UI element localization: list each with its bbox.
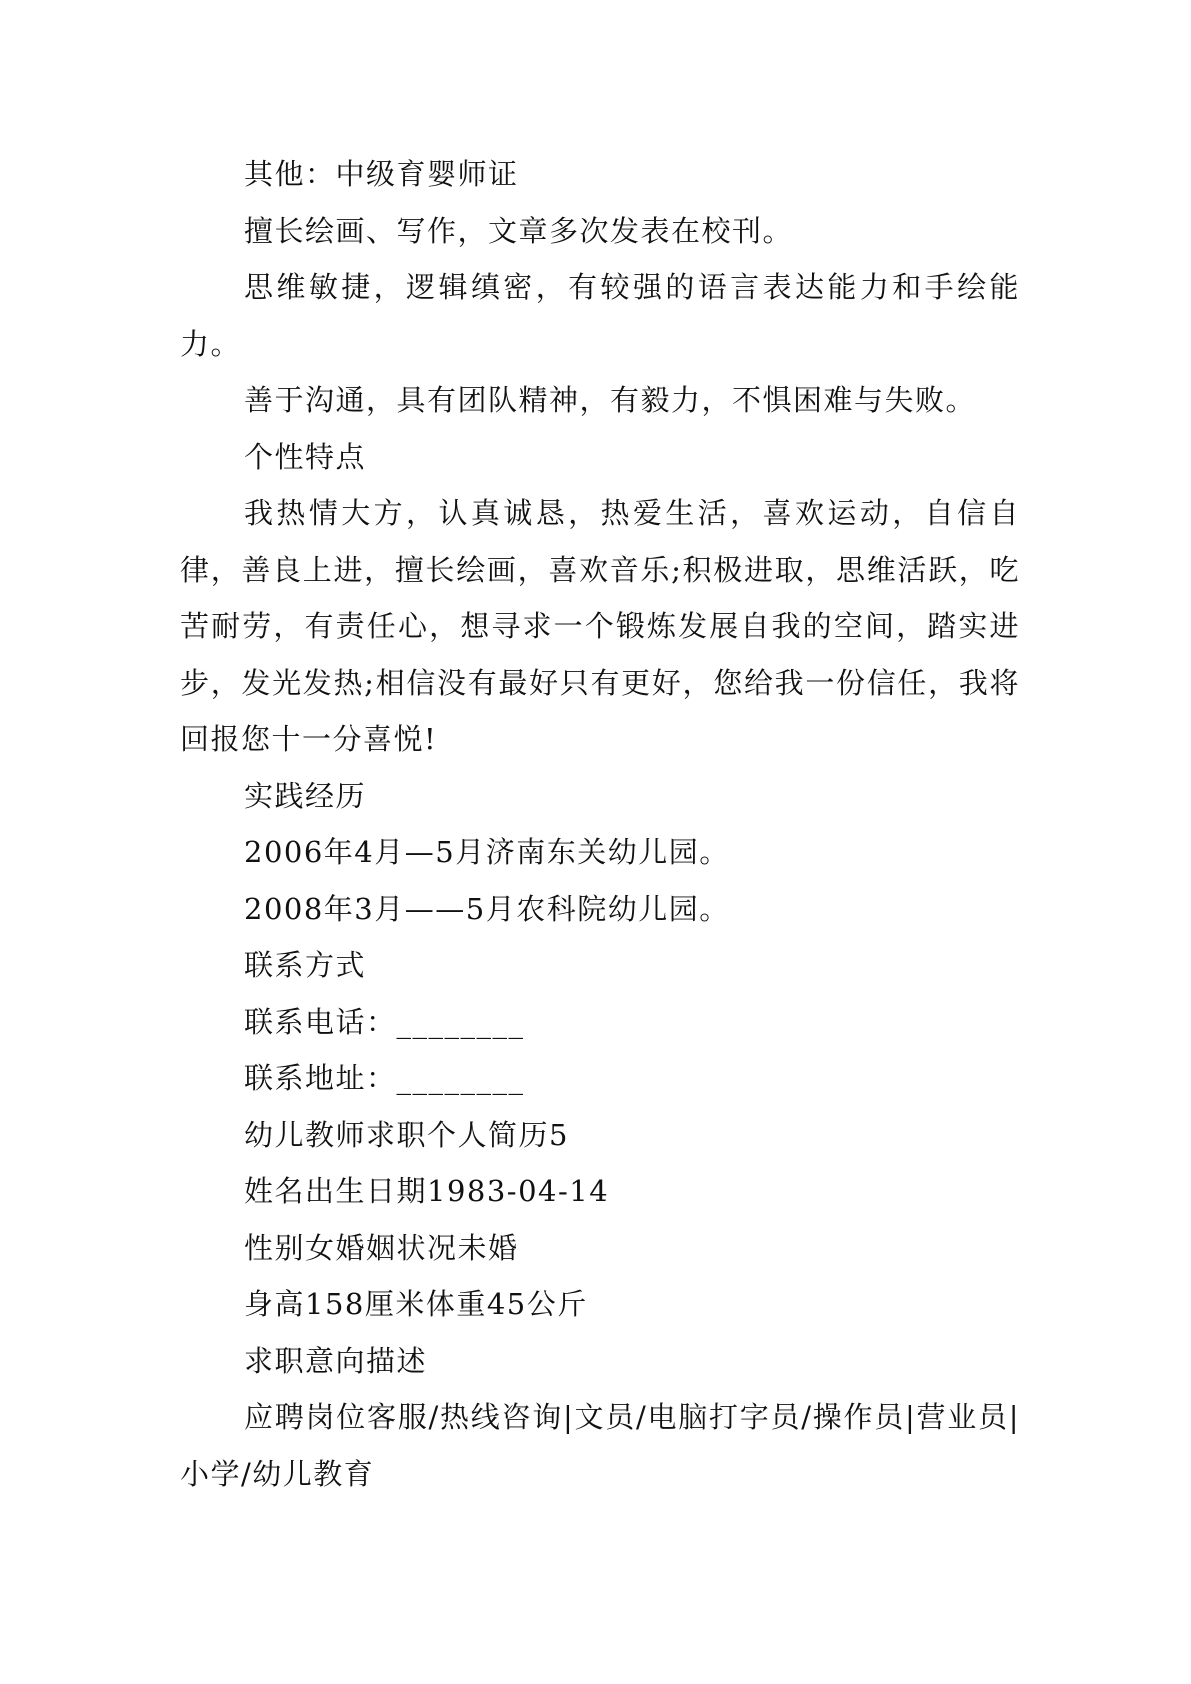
paragraph-personality: 我热情大方，认真诚恳，热爱生活，喜欢运动，自信自律，善良上进，擅长绘画，喜欢音乐;积极进取，思维活跃，吃苦耐劳，有责任心，想寻求一个锻炼发展自我的空间，踏实进步，发光发热;相信没有最好只有更好，您给我一份信任，我将回报您十一分喜悦! [180,496,1020,756]
paragraph-other-certificate: 其他：中级育婴师证 [244,157,519,191]
paragraph-skills: 擅长绘画、写作，文章多次发表在校刊。 [244,213,794,248]
paragraph-practice-2006: 2006年4月—5月济南东关幼儿园。 [244,835,730,869]
info-gender-marital: 性别女婚姻状况未婚 [244,1230,519,1265]
contact-phone: 联系电话：________ [244,1004,525,1039]
paragraph-practice-2008: 2008年3月——5月农科院幼儿园。 [244,891,730,926]
heading-personality: 个性特点 [244,439,367,474]
document-body [180,146,1020,1502]
info-name-birthdate: 姓名出生日期1983-04-14 [244,1174,610,1208]
heading-contact: 联系方式 [244,948,367,982]
paragraph-positions: 应聘岗位客服/热线咨询|文员/电脑打字员/操作员|营业员|小学/幼儿教育 [180,1400,1020,1491]
contact-address: 联系地址：________ [244,1061,525,1095]
heading-resume-5: 幼儿教师求职个人简历5 [244,1117,569,1152]
heading-job-intention: 求职意向描述 [244,1343,428,1378]
paragraph-thinking: 思维敏捷，逻辑缜密，有较强的语言表达能力和手绘能力。 [180,270,1020,361]
heading-practice: 实践经历 [244,778,367,813]
paragraph-communication: 善于沟通，具有团队精神，有毅力，不惧困难与失败。 [244,383,977,417]
info-height-weight: 身高158厘米体重45公斤 [244,1287,588,1321]
